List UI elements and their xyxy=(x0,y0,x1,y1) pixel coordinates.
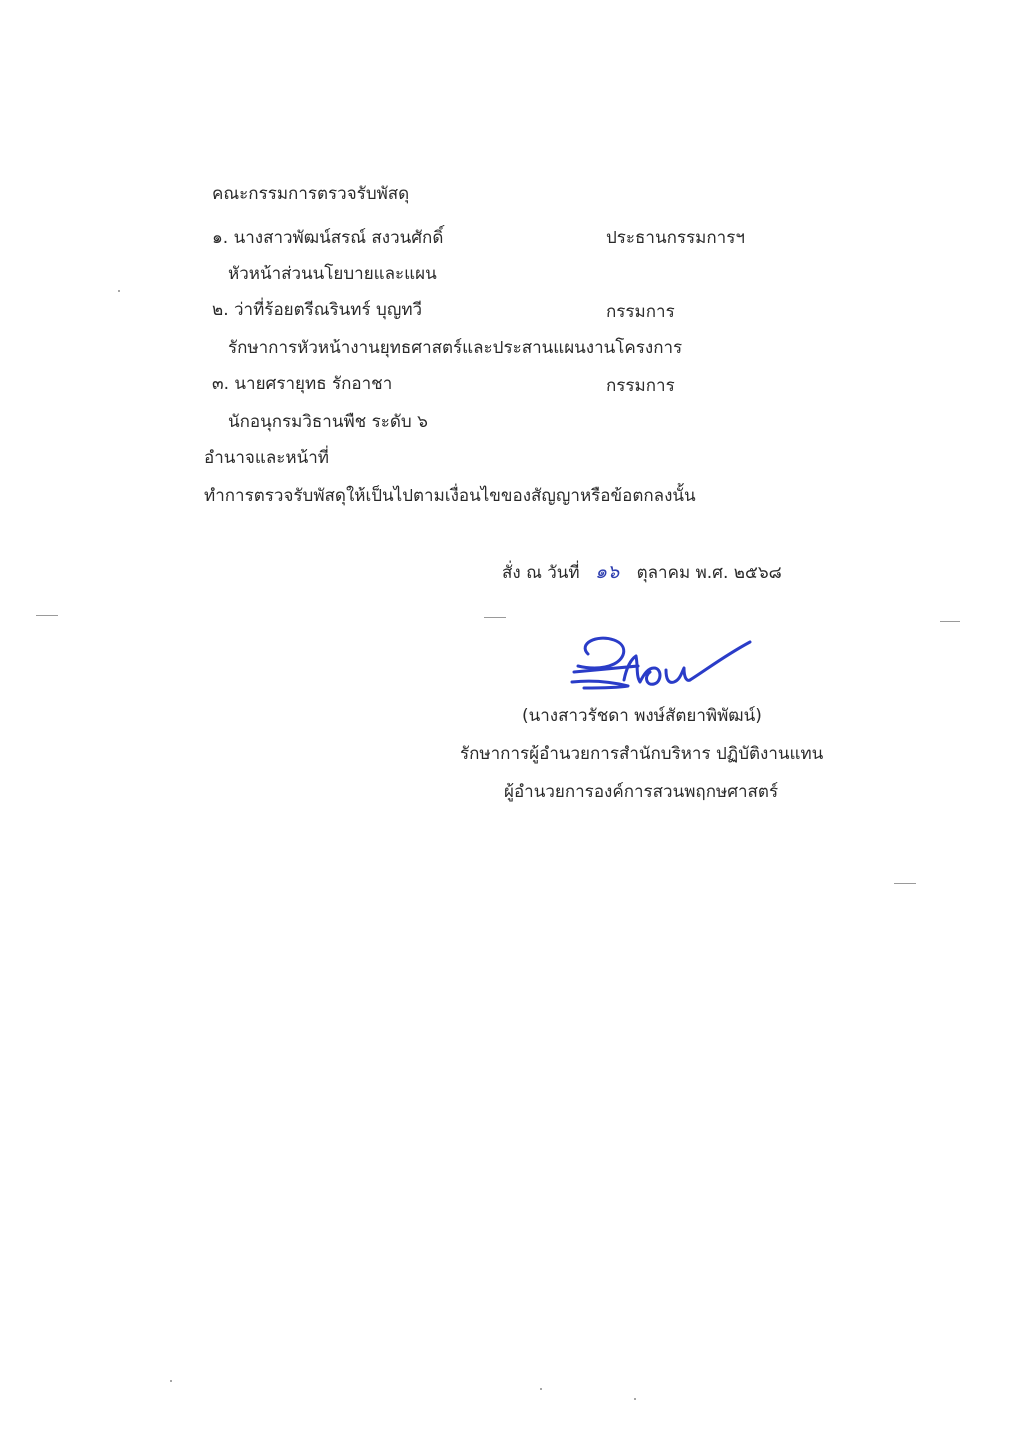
signatory-title-line-2: ผู้อำนวยการองค์การสวนพฤกษศาสตร์ xyxy=(504,782,779,802)
handwritten-signature xyxy=(566,626,756,698)
committee-heading: คณะกรรมการตรวจรับพัสดุ xyxy=(212,184,410,204)
scan-speck xyxy=(36,615,58,616)
member-3-role: กรรมการ xyxy=(606,376,675,396)
scan-dot xyxy=(634,1398,636,1400)
order-date-day: ๑๖ xyxy=(595,561,620,583)
scan-dot xyxy=(118,290,120,292)
order-date-prefix: สั่ง ณ วันที่ xyxy=(502,563,580,583)
order-date-month-year: ตุลาคม พ.ศ. ๒๕๖๘ xyxy=(636,563,782,583)
member-2-role: กรรมการ xyxy=(606,302,675,322)
signatory-title-line-1: รักษาการผู้อำนวยการสำนักบริหาร ปฏิบัติงานแทน xyxy=(460,744,824,764)
order-date xyxy=(502,560,782,585)
duties-text: ทำการตรวจรับพัสดุให้เป็นไปตามเงื่อนไขของสัญญาหรือข้อตกลงนั้น xyxy=(204,486,696,506)
member-2-position: รักษาการหัวหน้างานยุทธศาสตร์และประสานแผนงานโครงการ xyxy=(228,338,683,358)
member-1-name: ๑. นางสาวพัฒน์สรณ์ สงวนศักดิ์ xyxy=(212,228,444,248)
signatory-name: (นางสาวรัชดา พงษ์สัตยาพิพัฒน์) xyxy=(522,706,762,726)
member-3-name: ๓. นายศรายุทธ รักอาชา xyxy=(212,374,393,394)
member-2-name: ๒. ว่าที่ร้อยตรีณรินทร์ บุญทวี xyxy=(212,300,423,320)
scan-speck xyxy=(940,621,960,622)
scan-dot xyxy=(540,1388,542,1390)
scan-dot xyxy=(170,1380,172,1382)
member-3-position: นักอนุกรมวิธานพืช ระดับ ๖ xyxy=(228,412,428,432)
member-1-position: หัวหน้าส่วนนโยบายและแผน xyxy=(228,264,437,284)
duties-heading: อำนาจและหน้าที่ xyxy=(204,448,329,468)
scan-speck xyxy=(894,883,916,884)
member-1-role: ประธานกรรมการฯ xyxy=(606,228,745,248)
scan-speck xyxy=(484,617,506,618)
